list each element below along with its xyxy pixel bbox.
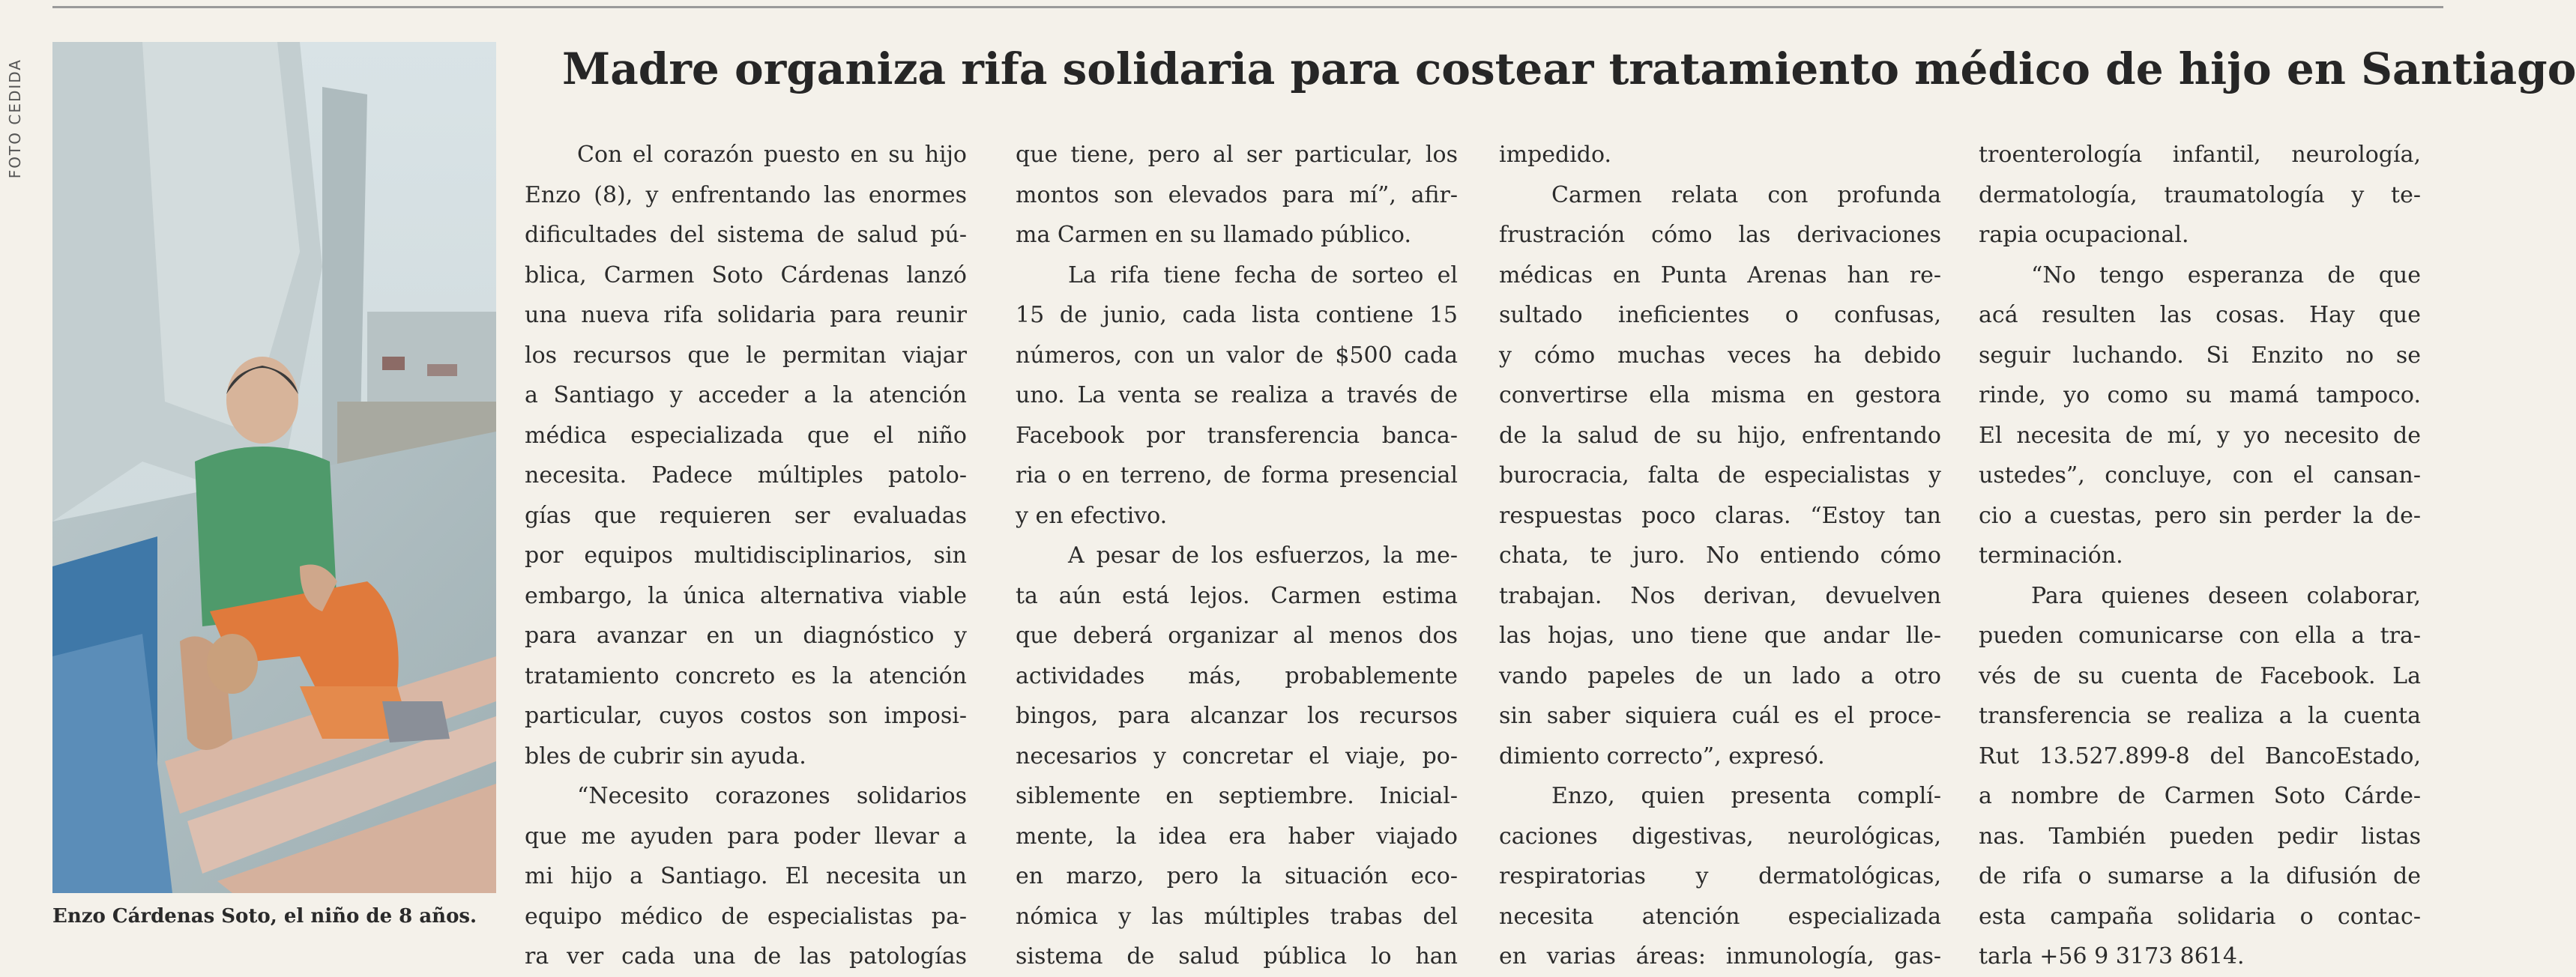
body-line: bles de cubrir sin ayuda. bbox=[525, 742, 806, 769]
article-column-1 bbox=[525, 135, 967, 970]
body-line: y en efectivo. bbox=[1016, 502, 1168, 529]
body-line: necesarios y concretar el viaje, po- bbox=[1016, 742, 1458, 769]
body-line: necesita atención especializada bbox=[1499, 903, 1941, 930]
body-line: médica especializada que el niño bbox=[525, 422, 967, 449]
photo-caption: Enzo Cárdenas Soto, el niño de 8 años. bbox=[52, 905, 477, 928]
body-line: para avanzar en un diagnóstico y bbox=[525, 623, 967, 649]
body-line: sistema de salud pública lo han bbox=[1016, 943, 1458, 970]
body-line: en varias áreas: inmunología, gas- bbox=[1499, 943, 1941, 970]
body-line: sin saber siquiera cuál es el proce- bbox=[1499, 703, 1941, 729]
body-line: ustedes”, concluye, con el cansan- bbox=[1979, 462, 2421, 488]
body-line: equipo médico de especialistas pa- bbox=[525, 903, 967, 930]
body-line: esta campaña solidaria o contac- bbox=[1979, 903, 2421, 930]
body-line: tarla +56 9 3173 8614. bbox=[1979, 943, 2245, 970]
body-line: caciones digestivas, neurológicas, bbox=[1499, 823, 1941, 850]
body-line: ma Carmen en su llamado público. bbox=[1016, 222, 1411, 248]
body-line: chata, te juro. No entiendo cómo bbox=[1499, 542, 1941, 569]
body-line: en marzo, pero la situación eco- bbox=[1016, 863, 1458, 889]
body-line: Facebook por transferencia banca- bbox=[1016, 422, 1458, 449]
body-line: dimiento correcto”, expresó. bbox=[1499, 742, 1825, 769]
body-line: uno. La venta se realiza a través de bbox=[1016, 382, 1458, 408]
body-line: por equipos multidisciplinarios, sin bbox=[525, 542, 967, 569]
body-line: ra ver cada una de las patologías bbox=[525, 943, 967, 970]
body-line: Para quienes deseen colaborar, bbox=[2031, 582, 2421, 609]
top-rule bbox=[52, 6, 2443, 8]
body-line: cio a cuestas, pero sin perder la de- bbox=[1979, 502, 2421, 529]
article-column-3 bbox=[1499, 135, 1941, 970]
body-line: Enzo, quien presenta complí- bbox=[1551, 783, 1941, 809]
body-line: necesita. Padece múltiples patolo- bbox=[525, 462, 967, 488]
body-line: nas. También pueden pedir listas bbox=[1979, 823, 2421, 850]
body-line: burocracia, falta de especialistas y bbox=[1499, 462, 1941, 488]
body-line: siblemente en septiembre. Inicial- bbox=[1016, 783, 1458, 809]
body-line: A pesar de los esfuerzos, la me- bbox=[1068, 542, 1458, 569]
body-line: embargo, la única alternativa viable bbox=[525, 582, 967, 609]
body-line: dermatología, traumatología y te- bbox=[1979, 181, 2421, 208]
body-line: respuestas poco claras. “Estoy tan bbox=[1499, 502, 1941, 529]
body-line: bingos, para alcanzar los recursos bbox=[1016, 703, 1458, 729]
body-line: médicas en Punta Arenas han re- bbox=[1499, 261, 1941, 288]
body-line: sultado ineficientes o confusas, bbox=[1499, 302, 1941, 328]
body-line: números, con un valor de $500 cada bbox=[1016, 342, 1458, 369]
photo-credit: FOTO CEDIDA bbox=[6, 58, 24, 179]
body-line: La rifa tiene fecha de sorteo el bbox=[1068, 261, 1458, 288]
body-line: mi hijo a Santiago. El necesita un bbox=[525, 863, 967, 889]
body-line: las hojas, uno tiene que andar lle- bbox=[1499, 623, 1941, 649]
article-photo bbox=[52, 42, 496, 893]
body-line: terminación. bbox=[1979, 542, 2123, 569]
article-column-4 bbox=[1979, 135, 2421, 970]
body-line: nómica y las múltiples trabas del bbox=[1016, 903, 1458, 930]
article-headline: Madre organiza rifa solidaria para costear tratamiento médico de hijo en Santiago bbox=[562, 43, 2576, 94]
body-line: ria o en terreno, de forma presencial bbox=[1016, 462, 1458, 488]
body-line: troenterología infantil, neurología, bbox=[1979, 142, 2421, 168]
body-line: “No tengo esperanza de que bbox=[2031, 261, 2421, 288]
body-line: que tiene, pero al ser particular, los bbox=[1016, 142, 1458, 168]
body-line: que me ayuden para poder llevar a bbox=[525, 823, 967, 850]
body-line: a nombre de Carmen Soto Cárde- bbox=[1979, 783, 2421, 809]
body-line: a Santiago y acceder a la atención bbox=[525, 382, 967, 408]
body-line: que deberá organizar al menos dos bbox=[1016, 623, 1458, 649]
body-line: vando papeles de un lado a otro bbox=[1499, 662, 1941, 689]
body-line: respiratorias y dermatológicas, bbox=[1499, 863, 1941, 889]
body-line: de rifa o sumarse a la difusión de bbox=[1979, 863, 2421, 889]
body-line: acá resulten las cosas. Hay que bbox=[1979, 302, 2421, 328]
body-line: “Necesito corazones solidarios bbox=[577, 783, 967, 809]
body-line: dificultades del sistema de salud pú- bbox=[525, 222, 967, 248]
body-line: impedido. bbox=[1499, 142, 1612, 168]
body-line: El necesita de mí, y yo necesito de bbox=[1979, 422, 2421, 449]
body-line: de la salud de su hijo, enfrentando bbox=[1499, 422, 1941, 449]
body-line: una nueva rifa solidaria para reunir bbox=[525, 302, 967, 328]
body-line: Con el corazón puesto en su hijo bbox=[577, 142, 967, 168]
body-line: actividades más, probablemente bbox=[1016, 662, 1458, 689]
body-line: pueden comunicarse con ella a tra- bbox=[1979, 623, 2421, 649]
boy-photo-illustration bbox=[52, 42, 496, 893]
body-line: particular, cuyos costos son imposi- bbox=[525, 703, 967, 729]
body-line: tratamiento concreto es la atención bbox=[525, 662, 967, 689]
body-line: frustración cómo las derivaciones bbox=[1499, 222, 1941, 248]
body-line: seguir luchando. Si Enzito no se bbox=[1979, 342, 2421, 369]
body-line: los recursos que le permitan viajar bbox=[525, 342, 967, 369]
body-line: rapia ocupacional. bbox=[1979, 222, 2189, 248]
body-line: convertirse ella misma en gestora bbox=[1499, 382, 1941, 408]
body-line: Rut 13.527.899-8 del BancoEstado, bbox=[1979, 742, 2421, 769]
body-line: ta aún está lejos. Carmen estima bbox=[1016, 582, 1458, 609]
body-line: rinde, yo como su mamá tampoco. bbox=[1979, 382, 2421, 408]
body-line: gías que requieren ser evaluadas bbox=[525, 502, 967, 529]
body-line: montos son elevados para mí”, afir- bbox=[1016, 181, 1458, 208]
body-line: trabajan. Nos derivan, devuelven bbox=[1499, 582, 1941, 609]
body-line: y cómo muchas veces ha debido bbox=[1499, 342, 1941, 369]
body-line: 15 de junio, cada lista contiene 15 bbox=[1016, 302, 1458, 328]
body-line: Enzo (8), y enfrentando las enormes bbox=[525, 181, 967, 208]
body-line: vés de su cuenta de Facebook. La bbox=[1979, 662, 2421, 689]
body-line: Carmen relata con profunda bbox=[1551, 181, 1941, 208]
body-line: blica, Carmen Soto Cárdenas lanzó bbox=[525, 261, 967, 288]
article-column-2 bbox=[1016, 135, 1458, 970]
body-line: mente, la idea era haber viajado bbox=[1016, 823, 1458, 850]
body-line: transferencia se realiza a la cuenta bbox=[1979, 703, 2421, 729]
